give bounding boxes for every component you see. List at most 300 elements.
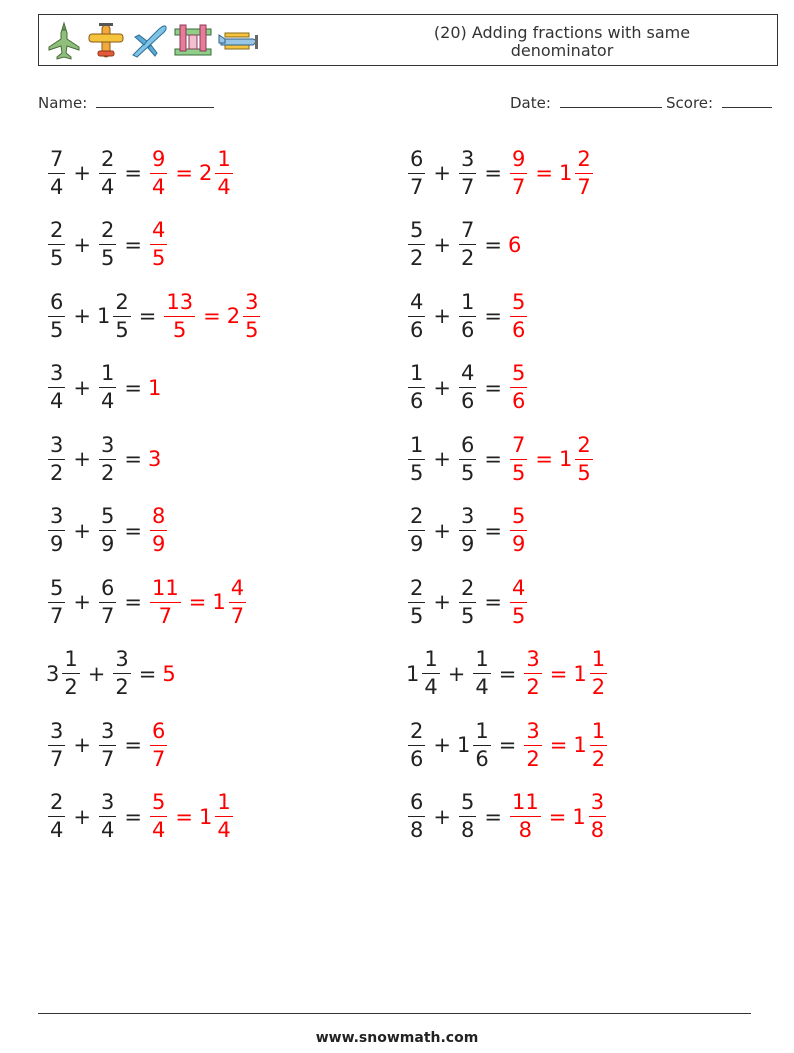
numerator: 1 bbox=[217, 146, 231, 171]
fraction bbox=[150, 792, 167, 841]
fraction bbox=[150, 575, 181, 628]
numerator: 3 bbox=[115, 647, 129, 671]
numerator: 3 bbox=[50, 504, 64, 528]
answer-fraction bbox=[148, 718, 169, 771]
equals-sign: = bbox=[124, 733, 142, 757]
answer-fraction bbox=[148, 575, 183, 628]
numerator: 3 bbox=[50, 432, 64, 457]
answer-fraction bbox=[148, 506, 169, 555]
plus-sign: + bbox=[73, 161, 91, 185]
denominator: 9 bbox=[460, 532, 475, 556]
denominator: 5 bbox=[511, 460, 526, 485]
problem-row bbox=[406, 288, 529, 344]
answer-mixed-number bbox=[198, 146, 235, 199]
date-blank[interactable] bbox=[560, 93, 662, 108]
fraction bbox=[99, 575, 116, 628]
numerator: 4 bbox=[460, 361, 475, 385]
equals-sign: = bbox=[124, 518, 142, 543]
fraction bbox=[408, 432, 425, 485]
equals-sign: = bbox=[138, 304, 157, 328]
equals-sign: = bbox=[549, 661, 568, 686]
fraction bbox=[459, 575, 476, 628]
answer-fraction bbox=[508, 792, 543, 841]
name-field bbox=[38, 93, 214, 112]
worksheet-title: (20) Adding fractions with same denominator bbox=[433, 23, 691, 60]
answer-integer: 3 bbox=[147, 447, 162, 471]
blue-jet-icon bbox=[129, 21, 169, 61]
numerator: 3 bbox=[590, 790, 605, 814]
fraction bbox=[99, 792, 116, 841]
plus-sign: + bbox=[433, 733, 451, 757]
score-label: Score: bbox=[666, 94, 714, 112]
name-blank[interactable] bbox=[96, 93, 214, 108]
fraction bbox=[510, 575, 527, 628]
equals-sign: = bbox=[498, 661, 517, 686]
denominator: 2 bbox=[100, 460, 115, 485]
denominator: 7 bbox=[230, 603, 245, 628]
fraction bbox=[99, 506, 116, 555]
fraction bbox=[575, 432, 592, 485]
denominator: 2 bbox=[526, 746, 540, 771]
equals-sign: = bbox=[124, 232, 142, 257]
fraction bbox=[215, 792, 232, 841]
fraction bbox=[473, 718, 490, 771]
numerator: 3 bbox=[100, 790, 115, 814]
denominator: 4 bbox=[50, 818, 64, 842]
denominator: 2 bbox=[410, 246, 424, 270]
numerator: 11 bbox=[511, 790, 539, 814]
fraction bbox=[510, 363, 527, 412]
denominator: 5 bbox=[460, 603, 475, 628]
numerator: 8 bbox=[151, 504, 166, 528]
numerator: 1 bbox=[410, 361, 424, 385]
numerator: 3 bbox=[526, 718, 540, 743]
equals-sign: = bbox=[175, 804, 193, 829]
denominator: 5 bbox=[50, 317, 64, 342]
fraction bbox=[524, 649, 541, 698]
numerator: 3 bbox=[100, 432, 115, 457]
fraction bbox=[164, 289, 195, 342]
numerator: 1 bbox=[591, 718, 606, 743]
problem-row bbox=[406, 789, 608, 845]
problem-row bbox=[46, 360, 161, 416]
header-box bbox=[38, 14, 778, 66]
numerator: 5 bbox=[511, 361, 526, 385]
whole-number: 1 bbox=[558, 161, 573, 185]
fraction bbox=[422, 649, 439, 698]
date-label: Date: bbox=[510, 94, 551, 112]
date-field bbox=[510, 93, 662, 112]
denominator: 4 bbox=[151, 174, 166, 199]
fraction bbox=[150, 506, 167, 555]
equals-sign: = bbox=[124, 375, 142, 400]
fraction bbox=[510, 792, 541, 841]
fraction bbox=[229, 575, 246, 628]
numerator: 5 bbox=[511, 289, 526, 314]
problem-row bbox=[46, 574, 248, 630]
biplane-front-icon bbox=[173, 21, 213, 61]
numerator: 5 bbox=[151, 790, 166, 814]
denominator: 7 bbox=[460, 174, 475, 199]
answer-mixed-number bbox=[558, 432, 595, 485]
answer-mixed-number bbox=[572, 792, 608, 841]
fraction bbox=[510, 146, 527, 199]
fraction bbox=[150, 718, 167, 771]
fraction bbox=[48, 718, 65, 771]
denominator: 5 bbox=[511, 603, 526, 628]
numerator: 3 bbox=[50, 361, 64, 385]
denominator: 6 bbox=[475, 746, 489, 771]
denominator: 5 bbox=[460, 460, 475, 485]
equals-sign: = bbox=[498, 733, 517, 757]
numerator: 4 bbox=[151, 218, 166, 242]
footer-divider bbox=[38, 1013, 751, 1014]
denominator: 5 bbox=[164, 316, 195, 341]
plus-sign: + bbox=[447, 661, 466, 686]
answer-integer: 1 bbox=[147, 375, 162, 400]
denominator: 5 bbox=[245, 317, 259, 342]
numerator: 1 bbox=[100, 361, 115, 385]
numerator: 2 bbox=[100, 218, 115, 242]
fraction bbox=[589, 792, 606, 841]
fraction bbox=[459, 363, 476, 412]
equals-sign: = bbox=[484, 161, 502, 185]
plus-sign: + bbox=[433, 518, 451, 543]
denominator: 7 bbox=[151, 746, 166, 771]
denominator: 4 bbox=[100, 174, 115, 199]
numerator: 2 bbox=[410, 718, 424, 743]
equals-sign: = bbox=[203, 304, 221, 328]
denominator: 4 bbox=[100, 818, 115, 842]
denominator: 6 bbox=[410, 389, 424, 413]
fraction bbox=[408, 146, 425, 199]
answer-fraction bbox=[508, 289, 529, 342]
whole-number: 1 bbox=[212, 590, 226, 614]
fraction bbox=[408, 363, 425, 412]
answer-mixed-number bbox=[226, 289, 263, 342]
whole-number: 1 bbox=[572, 804, 586, 829]
numerator: 3 bbox=[50, 718, 64, 743]
denominator: 5 bbox=[115, 317, 129, 342]
plus-sign: + bbox=[433, 590, 451, 614]
denominator: 4 bbox=[217, 174, 231, 199]
denominator: 6 bbox=[410, 746, 424, 771]
numerator: 6 bbox=[151, 718, 166, 743]
denominator: 5 bbox=[577, 460, 591, 485]
numerator: 1 bbox=[64, 647, 78, 671]
plus-sign: + bbox=[433, 447, 451, 471]
numerator: 4 bbox=[230, 575, 245, 600]
answer-mixed-number bbox=[212, 575, 248, 628]
answer-integer: 5 bbox=[162, 661, 176, 686]
numerator: 1 bbox=[591, 647, 606, 671]
equals-sign: = bbox=[124, 447, 142, 471]
denominator: 7 bbox=[410, 174, 424, 199]
numerator: 3 bbox=[100, 718, 115, 743]
denominator: 2 bbox=[591, 675, 606, 699]
problem-row bbox=[46, 431, 161, 487]
jet-fighter-icon bbox=[45, 21, 83, 61]
denominator: 5 bbox=[410, 603, 424, 628]
footer-url: www.snowmath.com bbox=[315, 1030, 479, 1046]
numerator: 5 bbox=[410, 218, 424, 242]
denominator: 7 bbox=[100, 603, 115, 628]
fraction bbox=[408, 289, 425, 342]
fraction bbox=[590, 718, 607, 771]
fraction bbox=[48, 792, 65, 841]
numerator: 2 bbox=[50, 790, 64, 814]
plus-sign: + bbox=[73, 590, 91, 614]
numerator: 1 bbox=[475, 647, 489, 671]
equals-sign: = bbox=[548, 804, 567, 829]
answer-fraction bbox=[508, 432, 529, 485]
answer-mixed-number bbox=[573, 649, 609, 698]
denominator: 6 bbox=[511, 389, 526, 413]
fraction bbox=[459, 506, 476, 555]
numerator: 2 bbox=[410, 504, 424, 528]
biplane-side-icon bbox=[217, 21, 261, 61]
fraction bbox=[473, 649, 490, 698]
denominator: 5 bbox=[100, 246, 115, 270]
numerator: 2 bbox=[100, 146, 115, 171]
fraction bbox=[62, 649, 79, 698]
denominator: 8 bbox=[590, 818, 605, 842]
equals-sign: = bbox=[188, 590, 207, 614]
answer-fraction bbox=[148, 146, 169, 199]
equals-sign: = bbox=[124, 804, 142, 829]
denominator: 7 bbox=[577, 174, 591, 199]
denominator: 4 bbox=[50, 389, 64, 413]
numerator: 2 bbox=[577, 146, 591, 171]
numerator: 4 bbox=[511, 575, 526, 600]
fraction bbox=[48, 506, 65, 555]
header-icons bbox=[45, 20, 261, 62]
problem-row bbox=[406, 145, 595, 201]
fraction bbox=[510, 506, 527, 555]
denominator: 6 bbox=[460, 389, 475, 413]
answer-mixed-number bbox=[199, 792, 235, 841]
numerator: 1 bbox=[410, 432, 424, 457]
plus-sign: + bbox=[433, 804, 451, 829]
problem-row bbox=[406, 574, 529, 630]
fraction bbox=[408, 220, 425, 269]
denominator: 6 bbox=[511, 317, 526, 342]
fraction bbox=[113, 289, 130, 342]
plus-sign: + bbox=[433, 232, 451, 257]
whole-number: 1 bbox=[406, 661, 420, 686]
problem-row bbox=[46, 145, 235, 201]
plus-sign: + bbox=[73, 804, 91, 829]
fraction bbox=[99, 220, 116, 269]
denominator: 9 bbox=[151, 532, 166, 556]
numerator: 3 bbox=[245, 289, 259, 314]
whole-number: 1 bbox=[456, 733, 471, 757]
denominator: 7 bbox=[150, 602, 181, 627]
numerator: 3 bbox=[460, 504, 475, 528]
numerator: 2 bbox=[50, 218, 64, 242]
numerator: 1 bbox=[424, 647, 438, 671]
equals-sign: = bbox=[138, 661, 157, 686]
answer-fraction bbox=[148, 792, 169, 841]
numerator: 7 bbox=[511, 432, 526, 457]
plus-sign: + bbox=[73, 232, 91, 257]
problem-row bbox=[406, 717, 609, 773]
numerator: 6 bbox=[410, 146, 424, 171]
denominator: 8 bbox=[460, 818, 475, 842]
score-field bbox=[666, 93, 772, 112]
denominator: 4 bbox=[50, 174, 64, 199]
numerator: 2 bbox=[410, 575, 424, 600]
fraction bbox=[48, 363, 65, 412]
equals-sign: = bbox=[124, 590, 142, 614]
equals-sign: = bbox=[549, 733, 568, 757]
whole-number: 3 bbox=[46, 661, 60, 686]
name-label: Name: bbox=[38, 94, 88, 112]
fraction bbox=[215, 146, 232, 199]
problem-row bbox=[406, 431, 595, 487]
numerator: 6 bbox=[460, 432, 475, 457]
numerator: 2 bbox=[460, 575, 475, 600]
whole-number: 2 bbox=[198, 161, 213, 185]
numerator: 9 bbox=[511, 146, 526, 171]
numerator: 5 bbox=[511, 504, 526, 528]
numerator: 1 bbox=[475, 718, 489, 743]
denominator: 2 bbox=[460, 246, 475, 270]
fraction bbox=[510, 432, 527, 485]
fraction bbox=[113, 649, 130, 698]
fraction bbox=[99, 432, 116, 485]
fraction bbox=[48, 220, 65, 269]
answer-fraction bbox=[508, 363, 529, 412]
denominator: 2 bbox=[591, 746, 606, 771]
denominator: 6 bbox=[410, 317, 424, 342]
plus-sign: + bbox=[433, 161, 451, 185]
fraction bbox=[408, 506, 425, 555]
denominator: 7 bbox=[50, 603, 64, 628]
fraction bbox=[510, 289, 527, 342]
problem-row bbox=[46, 288, 262, 344]
denominator: 7 bbox=[100, 746, 115, 771]
answer-integer: 6 bbox=[507, 232, 522, 257]
denominator: 7 bbox=[50, 746, 64, 771]
numerator: 9 bbox=[151, 146, 166, 171]
score-blank[interactable] bbox=[722, 93, 772, 108]
numerator: 2 bbox=[577, 432, 591, 457]
whole-number: 1 bbox=[573, 661, 587, 686]
fraction bbox=[459, 792, 476, 841]
equals-sign: = bbox=[484, 375, 502, 400]
fraction bbox=[48, 575, 65, 628]
numerator: 2 bbox=[115, 289, 129, 314]
numerator: 5 bbox=[460, 790, 475, 814]
fraction bbox=[408, 792, 425, 841]
denominator: 5 bbox=[151, 246, 166, 270]
fraction bbox=[459, 432, 476, 485]
plus-sign: + bbox=[73, 447, 91, 471]
answer-fraction bbox=[162, 289, 197, 342]
denominator: 4 bbox=[475, 675, 489, 699]
answer-fraction bbox=[508, 575, 529, 628]
numerator: 6 bbox=[410, 790, 424, 814]
fraction bbox=[408, 718, 425, 771]
plus-sign: + bbox=[73, 733, 91, 757]
numerator: 7 bbox=[50, 146, 64, 171]
denominator: 9 bbox=[511, 532, 526, 556]
denominator: 2 bbox=[50, 460, 64, 485]
whole-number: 1 bbox=[96, 304, 111, 328]
equals-sign: = bbox=[535, 447, 553, 471]
fraction bbox=[408, 575, 425, 628]
numerator: 7 bbox=[460, 218, 475, 242]
fraction bbox=[150, 220, 167, 269]
fraction bbox=[48, 146, 65, 199]
denominator: 9 bbox=[100, 532, 115, 556]
problem-row bbox=[46, 789, 235, 845]
whole-number: 1 bbox=[198, 804, 213, 829]
fraction bbox=[99, 146, 116, 199]
fraction bbox=[150, 146, 167, 199]
fraction bbox=[48, 432, 65, 485]
propeller-plane-icon bbox=[87, 21, 125, 61]
problem-row bbox=[406, 646, 609, 702]
problem-row bbox=[46, 717, 169, 773]
denominator: 4 bbox=[151, 818, 166, 842]
denominator: 8 bbox=[410, 818, 424, 842]
fraction bbox=[459, 220, 476, 269]
numerator: 4 bbox=[410, 289, 424, 314]
answer-fraction bbox=[508, 146, 529, 199]
denominator: 8 bbox=[510, 816, 541, 841]
equals-sign: = bbox=[175, 161, 193, 185]
numerator: 5 bbox=[100, 504, 115, 528]
answer-mixed-number bbox=[558, 146, 595, 199]
numerator: 3 bbox=[526, 647, 540, 671]
denominator: 2 bbox=[115, 675, 129, 699]
equals-sign: = bbox=[484, 804, 502, 829]
equals-sign: = bbox=[484, 447, 502, 471]
equals-sign: = bbox=[484, 232, 502, 257]
numerator: 5 bbox=[50, 575, 64, 600]
problem-row bbox=[46, 646, 176, 702]
equals-sign: = bbox=[484, 304, 502, 328]
denominator: 4 bbox=[217, 818, 231, 842]
fraction bbox=[590, 649, 607, 698]
problem-row bbox=[46, 503, 169, 559]
denominator: 4 bbox=[424, 675, 438, 699]
whole-number: 1 bbox=[573, 733, 587, 757]
numerator: 6 bbox=[100, 575, 115, 600]
fraction bbox=[99, 718, 116, 771]
plus-sign: + bbox=[73, 518, 91, 543]
denominator: 9 bbox=[50, 532, 64, 556]
fraction bbox=[99, 363, 116, 412]
denominator: 5 bbox=[50, 246, 64, 270]
equals-sign: = bbox=[535, 161, 553, 185]
fraction bbox=[575, 146, 592, 199]
denominator: 9 bbox=[410, 532, 424, 556]
answer-fraction bbox=[522, 649, 543, 698]
plus-sign: + bbox=[73, 375, 91, 400]
answer-mixed-number bbox=[573, 718, 609, 771]
denominator: 4 bbox=[100, 389, 115, 413]
plus-sign: + bbox=[433, 304, 451, 328]
problem-row bbox=[406, 360, 529, 416]
plus-sign: + bbox=[73, 304, 91, 328]
denominator: 5 bbox=[410, 460, 424, 485]
fraction bbox=[243, 289, 260, 342]
answer-fraction bbox=[522, 718, 543, 771]
denominator: 6 bbox=[460, 317, 475, 342]
